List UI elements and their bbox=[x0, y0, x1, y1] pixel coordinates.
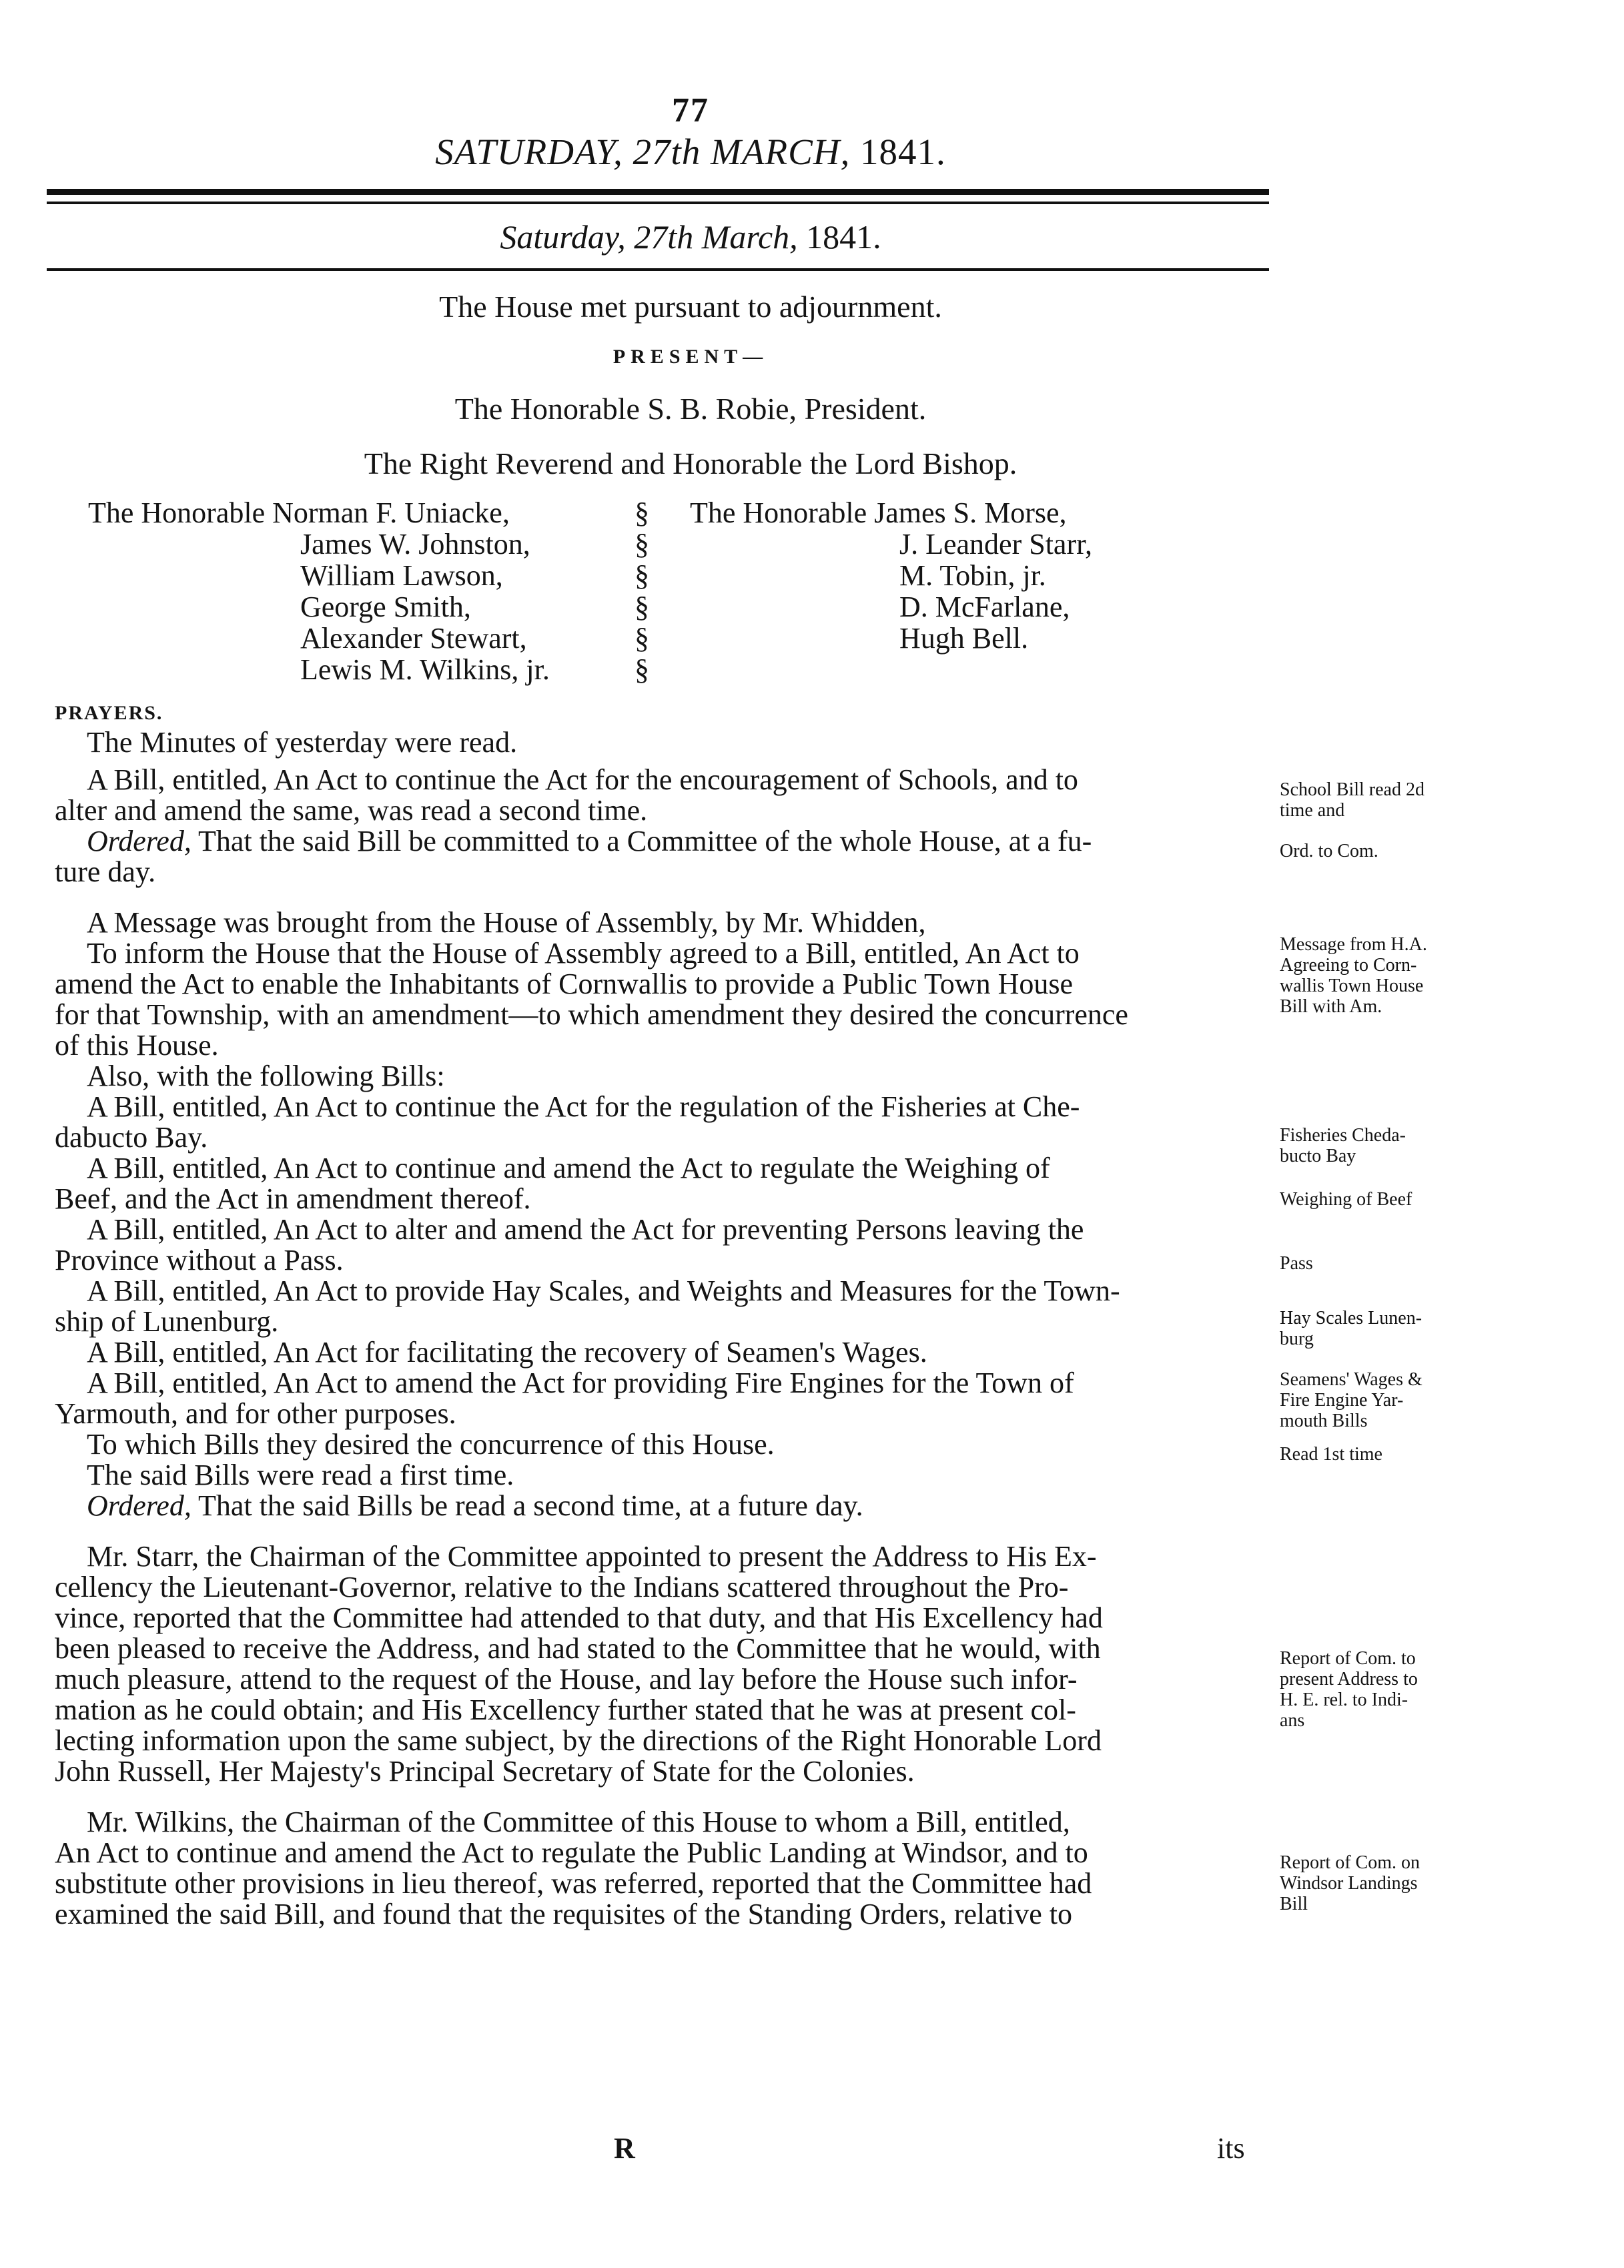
body-line: Also, with the following Bills: bbox=[87, 1060, 445, 1092]
margin-note-line: ans bbox=[1280, 1710, 1305, 1731]
members-left-names bbox=[300, 528, 550, 685]
ordered-text: That the said Bills be read a second time, at a future day. bbox=[198, 1489, 863, 1522]
body-line: Beef, and the Act in amendment thereof. bbox=[55, 1182, 531, 1215]
margin-note-line: bucto Bay bbox=[1280, 1146, 1356, 1166]
running-head-day: SATURDAY, bbox=[435, 131, 623, 172]
member-left-3: William Lawson, bbox=[300, 559, 503, 592]
signature-mark: R bbox=[614, 2132, 635, 2165]
margin-note-line: H. E. rel. to Indi- bbox=[1280, 1689, 1408, 1710]
margin-note-pass: Pass bbox=[1280, 1253, 1313, 1274]
double-rule-thin bbox=[47, 202, 1269, 204]
margin-note-line: School Bill read 2d bbox=[1280, 779, 1425, 800]
body-line: A Bill, entitled, An Act to continue and amend the Act to regulate the Weighing of bbox=[87, 1152, 1050, 1184]
body-line: for that Township, with an amendment—to which amendment they desired the concurrence bbox=[55, 998, 1128, 1031]
ordered-label: Ordered, bbox=[87, 1489, 191, 1522]
date-line-date: 27th March, bbox=[634, 218, 798, 256]
body-line: dabucto Bay. bbox=[55, 1121, 208, 1154]
margin-note-fisheries bbox=[1280, 1125, 1507, 1166]
margin-note-line: mouth Bills bbox=[1280, 1411, 1368, 1431]
body-line: To inform the House that the House of Assembly agreed to a Bill, entitled, An Act to bbox=[87, 937, 1080, 970]
body-line: alter and amend the same, was read a second time. bbox=[55, 794, 648, 827]
margin-note-line: wallis Town House bbox=[1280, 976, 1424, 996]
margin-note-report-indians bbox=[1280, 1648, 1507, 1731]
section-mark: § bbox=[635, 591, 649, 623]
margin-note-line: present Address to bbox=[1280, 1669, 1418, 1689]
body-line: lecting information upon the same subject, by the directions of the Right Honorable Lord bbox=[55, 1724, 1102, 1757]
members-right bbox=[690, 497, 1067, 528]
body-line: A Message was brought from the House of Assembly, by Mr. Whidden, bbox=[87, 906, 926, 939]
body-line: A Bill, entitled, An Act to alter and amend the Act for preventing Persons leaving the bbox=[87, 1213, 1084, 1246]
section-mark: § bbox=[635, 496, 649, 529]
margin-note-line: Seamens' Wages & bbox=[1280, 1369, 1423, 1390]
margin-note-line: time and bbox=[1280, 800, 1345, 821]
date-line-year: 1841. bbox=[806, 218, 881, 256]
date-line bbox=[0, 218, 1381, 256]
body-line: cellency the Lieutenant-Governor, relative to the Indians scattered throughout the Pro- bbox=[55, 1571, 1069, 1603]
body-line: An Act to continue and amend the Act to regulate the Public Landing at Windsor, and to bbox=[55, 1836, 1088, 1869]
members-right-names bbox=[899, 528, 1092, 654]
page-number: 77 bbox=[672, 91, 709, 129]
member-left-1: The Honorable Norman F. Uniacke, bbox=[88, 496, 510, 529]
section-mark: § bbox=[635, 653, 649, 686]
member-right-1: The Honorable James S. Morse, bbox=[690, 496, 1067, 529]
body-line: John Russell, Her Majesty's Principal Secretary of State for the Colonies. bbox=[55, 1755, 915, 1788]
body-line: A Bill, entitled, An Act to provide Hay Scales, and Weights and Measures for the Town- bbox=[87, 1274, 1120, 1307]
member-left-6: Lewis M. Wilkins, jr. bbox=[300, 653, 550, 686]
section-mark: § bbox=[635, 622, 649, 655]
running-head-date: 27th MARCH, bbox=[633, 131, 851, 172]
body-line: A Bill, entitled, An Act to continue the Act for the regulation of the Fisheries at Che- bbox=[87, 1090, 1080, 1123]
ordered-text: That the said Bill be committed to a Committee of the whole House, at a fu- bbox=[198, 825, 1092, 857]
met-line: The House met pursuant to adjournment. bbox=[439, 290, 942, 324]
member-left-2: James W. Johnston, bbox=[300, 528, 530, 560]
section-mark: § bbox=[635, 528, 649, 560]
margin-note-report-windsor bbox=[1280, 1852, 1507, 1914]
body-line: Province without a Pass. bbox=[55, 1244, 344, 1276]
body-line: A Bill, entitled, An Act for facilitating the recovery of Seamen's Wages. bbox=[87, 1336, 927, 1369]
section-mark: § bbox=[635, 559, 649, 592]
body-line: ture day. bbox=[55, 855, 156, 888]
body-line: The Minutes of yesterday were read. bbox=[87, 726, 518, 759]
running-head-year: 1841. bbox=[859, 131, 946, 172]
body-line: Mr. Wilkins, the Chairman of the Committee of this House to whom a Bill, entitled, bbox=[87, 1806, 1070, 1838]
members-left bbox=[88, 497, 510, 528]
margin-note-line: Hay Scales Lunen- bbox=[1280, 1308, 1423, 1329]
margin-note-beef: Weighing of Beef bbox=[1280, 1189, 1412, 1210]
margin-note-line: Report of Com. on bbox=[1280, 1852, 1420, 1873]
margin-note-seamen bbox=[1280, 1369, 1507, 1431]
margin-note-line: Fire Engine Yar- bbox=[1280, 1390, 1404, 1411]
body-line: amend the Act to enable the Inhabitants of Cornwallis to provide a Public Town House bbox=[55, 968, 1074, 1000]
president-line: The Honorable S. B. Robie, President. bbox=[454, 392, 927, 426]
margin-note-hay bbox=[1280, 1308, 1507, 1349]
single-rule bbox=[47, 268, 1269, 271]
body-line bbox=[87, 826, 1268, 857]
body-line: A Bill, entitled, An Act to amend the Act for providing Fire Engines for the Town of bbox=[87, 1367, 1074, 1399]
body-line: Yarmouth, and for other purposes. bbox=[55, 1397, 456, 1430]
prayers-heading: PRAYERS. bbox=[55, 702, 163, 724]
margin-note-line: burg bbox=[1280, 1329, 1314, 1349]
margin-note-line: Fisheries Cheda- bbox=[1280, 1125, 1406, 1146]
margin-note-line: Bill bbox=[1280, 1894, 1308, 1914]
body-line: substitute other provisions in lieu thereof, was referred, reported that the Committee had bbox=[55, 1867, 1092, 1900]
member-right-3: M. Tobin, jr. bbox=[899, 559, 1046, 592]
member-right-4: D. McFarlane, bbox=[899, 591, 1070, 623]
margin-note-message bbox=[1280, 934, 1507, 1017]
body-line: ship of Lunenburg. bbox=[55, 1305, 279, 1338]
member-right-5: Hugh Bell. bbox=[899, 622, 1029, 655]
margin-note-school bbox=[1280, 779, 1507, 821]
margin-note-line: Report of Com. to bbox=[1280, 1648, 1416, 1669]
body-line: vince, reported that the Committee had attended to that duty, and that His Excellency had bbox=[55, 1601, 1103, 1634]
margin-note-ord-com: Ord. to Com. bbox=[1280, 841, 1378, 861]
body-line: To which Bills they desired the concurrence of this House. bbox=[87, 1428, 775, 1461]
member-right-2: J. Leander Starr, bbox=[899, 528, 1093, 560]
date-line-day: Saturday, bbox=[500, 218, 626, 256]
body-line: examined the said Bill, and found that the requisites of the Standing Orders, relative to bbox=[55, 1898, 1072, 1930]
double-rule-thick bbox=[47, 189, 1269, 195]
margin-note-line: Windsor Landings bbox=[1280, 1873, 1418, 1894]
present-label: PRESENT— bbox=[613, 346, 769, 368]
margin-note-read-first: Read 1st time bbox=[1280, 1444, 1382, 1465]
body-line: The said Bills were read a first time. bbox=[87, 1459, 514, 1491]
catchword: its bbox=[1217, 2132, 1245, 2165]
body-line: much pleasure, attend to the request of the House, and lay before the House such infor- bbox=[55, 1663, 1078, 1695]
body-line: mation as he could obtain; and His Excellency further stated that he was at present col- bbox=[55, 1693, 1076, 1726]
bishop-line: The Right Reverend and Honorable the Lord Bishop. bbox=[364, 446, 1018, 480]
margin-note-line: Agreeing to Corn- bbox=[1280, 955, 1417, 976]
body-line: been pleased to receive the Address, and had stated to the Committee that he would, with bbox=[55, 1632, 1101, 1665]
section-marks bbox=[629, 497, 655, 685]
body-line: of this House. bbox=[55, 1029, 219, 1062]
margin-note-line: Bill with Am. bbox=[1280, 996, 1382, 1017]
body-line: A Bill, entitled, An Act to continue the Act for the encouragement of Schools, and to bbox=[87, 763, 1078, 796]
member-left-5: Alexander Stewart, bbox=[300, 622, 527, 655]
ordered-label: Ordered, bbox=[87, 825, 191, 857]
body-line bbox=[87, 1491, 1268, 1521]
running-head bbox=[0, 131, 1381, 173]
member-left-4: George Smith, bbox=[300, 591, 471, 623]
margin-note-line: Message from H.A. bbox=[1280, 934, 1427, 955]
body-line: Mr. Starr, the Chairman of the Committee appointed to present the Address to His Ex- bbox=[87, 1540, 1097, 1573]
